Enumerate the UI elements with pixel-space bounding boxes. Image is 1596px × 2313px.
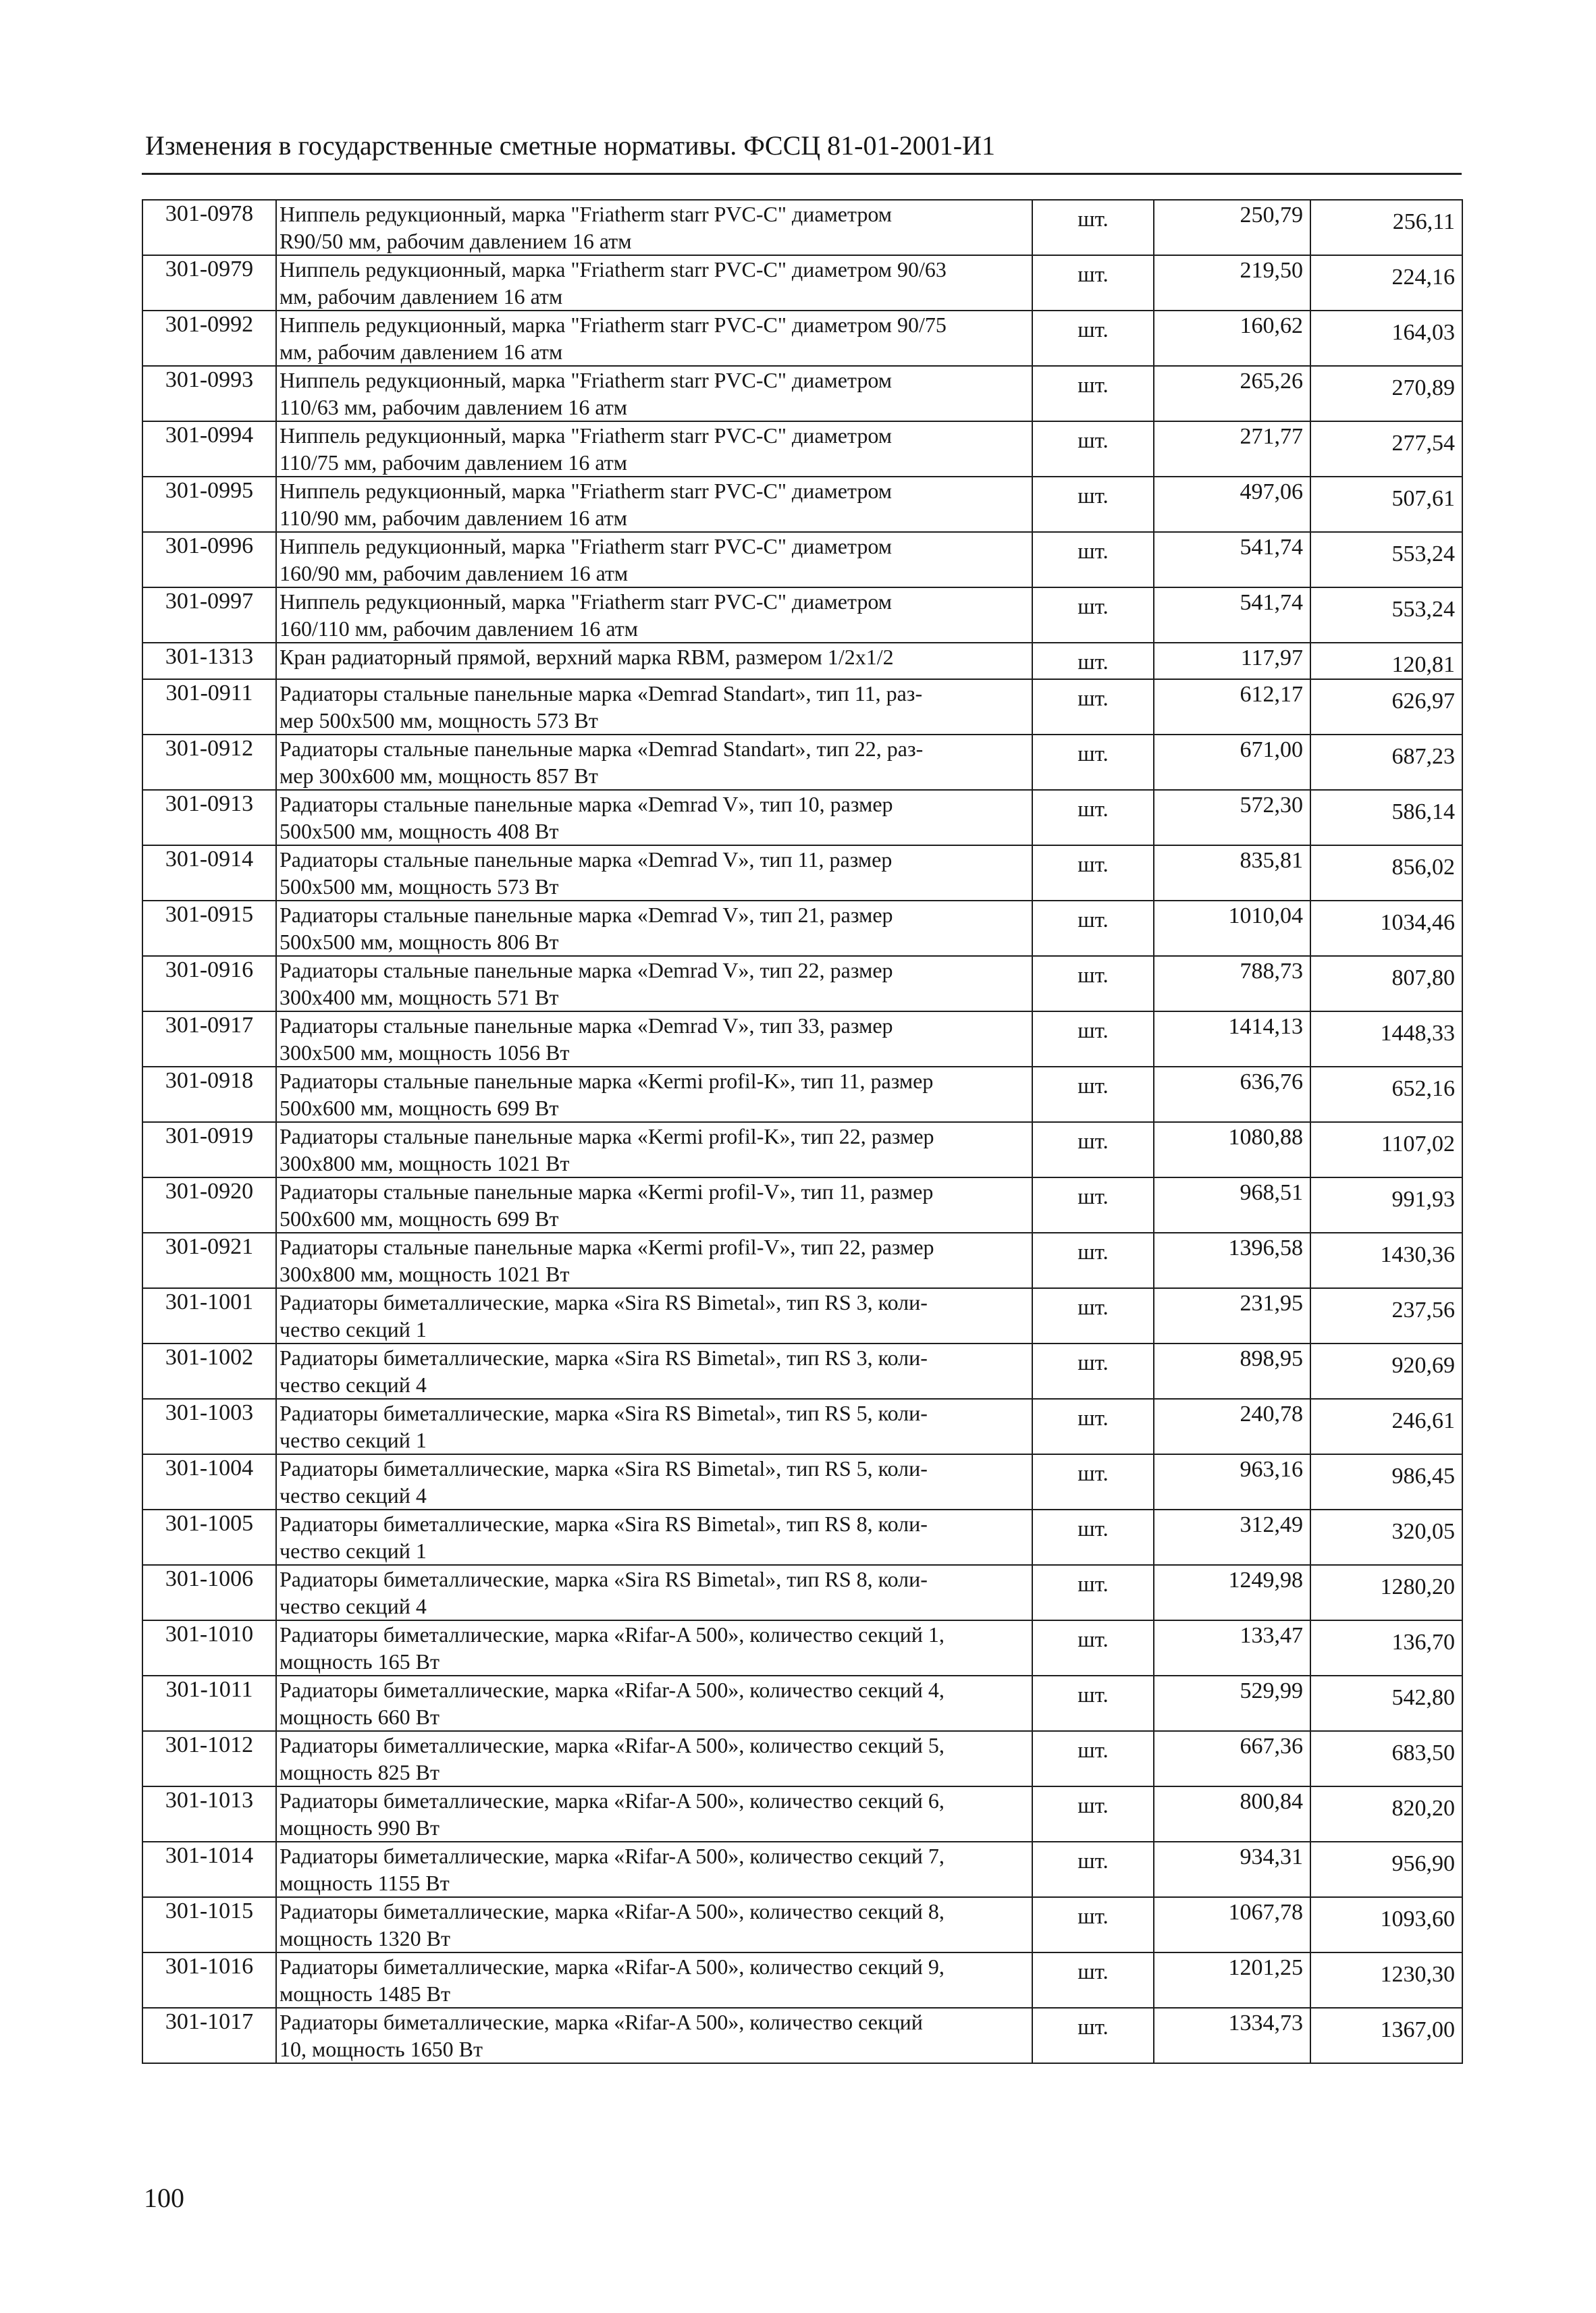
cell-unit: шт. [1032, 255, 1154, 311]
cell-name-line: 10, мощность 1650 Вт [280, 2037, 483, 2061]
cell-unit: шт. [1032, 1676, 1154, 1731]
cell-name-line: 110/75 мм, рабочим давлением 16 атм [280, 450, 627, 475]
cell-code: 301-0995 [142, 477, 276, 532]
cell-name [276, 1122, 1032, 1177]
cell-code: 301-0917 [142, 1011, 276, 1067]
cell-name-line: Радиаторы биметаллические, марка «Sira RS Bimetal», тип RS 8, коли- [280, 1512, 928, 1536]
cell-price-adjusted: 856,02 [1310, 845, 1462, 901]
cell-name-line: чество секций 4 [280, 1373, 427, 1397]
cell-price-adjusted: 553,24 [1310, 587, 1462, 643]
cell-name-line: Ниппель редукционный, марка "Friatherm starr PVC-C" диаметром 90/63 [280, 257, 947, 282]
table-row [142, 1399, 1462, 1454]
cell-name-line: мощность 990 Вт [280, 1815, 440, 1840]
cell-name [276, 532, 1032, 587]
cell-unit: шт. [1032, 1620, 1154, 1676]
cell-price-adjusted: 270,89 [1310, 366, 1462, 421]
cell-name-line: чество секций 4 [280, 1594, 427, 1618]
cell-unit: шт. [1032, 1067, 1154, 1122]
cell-code: 301-1005 [142, 1510, 276, 1565]
cell-price-adjusted: 542,80 [1310, 1676, 1462, 1731]
cell-price-adjusted: 652,16 [1310, 1067, 1462, 1122]
table-row [142, 1233, 1462, 1288]
cell-price-current: 898,95 [1154, 1344, 1310, 1399]
cell-unit: шт. [1032, 845, 1154, 901]
cell-name-line: Радиаторы биметаллические, марка «Rifar-A 500», количество секций [280, 2010, 923, 2034]
cell-name [276, 956, 1032, 1011]
cell-unit: шт. [1032, 1454, 1154, 1510]
cell-name-line: Радиаторы стальные панельные марка «Demrad Standart», тип 11, раз- [280, 681, 923, 706]
cell-name [276, 901, 1032, 956]
cell-price-adjusted: 553,24 [1310, 532, 1462, 587]
cell-code: 301-0919 [142, 1122, 276, 1177]
cell-name-line: Радиаторы биметаллические, марка «Sira RS Bimetal», тип RS 5, коли- [280, 1456, 928, 1481]
cell-name-line: мощность 1320 Вт [280, 1926, 450, 1950]
cell-name-line: 300x800 мм, мощность 1021 Вт [280, 1151, 570, 1175]
cell-name-line: мер 500x500 мм, мощность 573 Вт [280, 708, 598, 733]
cell-price-current: 612,17 [1154, 679, 1310, 735]
cell-name-line: Радиаторы биметаллические, марка «Rifar-A 500», количество секций 8, [280, 1899, 945, 1923]
cell-price-current: 800,84 [1154, 1786, 1310, 1842]
table-row [142, 1786, 1462, 1842]
table-row [142, 1177, 1462, 1233]
cell-price-adjusted: 1448,33 [1310, 1011, 1462, 1067]
cell-name-line: Радиаторы стальные панельные марка «Demrad V», тип 21, размер [280, 903, 893, 927]
cell-name-line: чество секций 1 [280, 1317, 427, 1341]
cell-price-current: 636,76 [1154, 1067, 1310, 1122]
cell-name [276, 735, 1032, 790]
cell-name [276, 1454, 1032, 1510]
cell-unit: шт. [1032, 1177, 1154, 1233]
cell-code: 301-1004 [142, 1454, 276, 1510]
cell-unit: шт. [1032, 421, 1154, 477]
cell-code: 301-1015 [142, 1897, 276, 1952]
table-row [142, 956, 1462, 1011]
cell-price-adjusted: 1230,30 [1310, 1952, 1462, 2008]
cell-name-line: Радиаторы биметаллические, марка «Rifar-A 500», количество секций 9, [280, 1955, 945, 1979]
cell-name [276, 1510, 1032, 1565]
cell-price-adjusted: 507,61 [1310, 477, 1462, 532]
cell-unit: шт. [1032, 1122, 1154, 1177]
cell-unit: шт. [1032, 735, 1154, 790]
cell-name [276, 1842, 1032, 1897]
cell-price-current: 1010,04 [1154, 901, 1310, 956]
cell-name-line: мер 300x600 мм, мощность 857 Вт [280, 764, 598, 788]
cell-name [276, 1786, 1032, 1842]
cell-name [276, 1676, 1032, 1731]
cell-name [276, 679, 1032, 735]
cell-unit: шт. [1032, 311, 1154, 366]
cell-price-current: 1414,13 [1154, 1011, 1310, 1067]
table-row [142, 477, 1462, 532]
cell-unit: шт. [1032, 1565, 1154, 1620]
cell-price-adjusted: 687,23 [1310, 735, 1462, 790]
cell-name-line: Радиаторы стальные панельные марка «Demrad V», тип 11, размер [280, 847, 893, 872]
cell-code: 301-1013 [142, 1786, 276, 1842]
cell-unit: шт. [1032, 1399, 1154, 1454]
cell-code: 301-0993 [142, 366, 276, 421]
cell-unit: шт. [1032, 366, 1154, 421]
cell-name [276, 366, 1032, 421]
cell-name-line: Радиаторы биметаллические, марка «Sira RS Bimetal», тип RS 5, коли- [280, 1401, 928, 1425]
cell-code: 301-1003 [142, 1399, 276, 1454]
cell-name-line: 300x800 мм, мощность 1021 Вт [280, 1262, 570, 1286]
cell-code: 301-1006 [142, 1565, 276, 1620]
cell-code: 301-0996 [142, 532, 276, 587]
table-row [142, 255, 1462, 311]
cell-name-line: Ниппель редукционный, марка "Friatherm starr PVC-C" диаметром [280, 589, 892, 614]
cell-unit: шт. [1032, 1786, 1154, 1842]
cell-name-line: Радиаторы биметаллические, марка «Sira RS Bimetal», тип RS 8, коли- [280, 1567, 928, 1591]
cell-name-line: Радиаторы стальные панельные марка «Demrad V», тип 22, размер [280, 958, 893, 982]
cell-price-current: 240,78 [1154, 1399, 1310, 1454]
table-row [142, 1288, 1462, 1344]
cell-name-line: 110/90 мм, рабочим давлением 16 атм [280, 506, 627, 530]
cell-price-adjusted: 1034,46 [1310, 901, 1462, 956]
table-row [142, 587, 1462, 643]
cell-name [276, 1233, 1032, 1288]
table-row [142, 1011, 1462, 1067]
cell-price-current: 529,99 [1154, 1676, 1310, 1731]
cell-code: 301-1016 [142, 1952, 276, 2008]
cell-code: 301-1012 [142, 1731, 276, 1786]
table-row [142, 1952, 1462, 2008]
cell-unit: шт. [1032, 1952, 1154, 2008]
cell-name-line: 160/90 мм, рабочим давлением 16 атм [280, 561, 629, 585]
cell-price-current: 231,95 [1154, 1288, 1310, 1344]
cell-price-current: 1396,58 [1154, 1233, 1310, 1288]
cell-code: 301-0992 [142, 311, 276, 366]
cell-name-line: мощность 1485 Вт [280, 1982, 450, 2006]
cell-name [276, 1399, 1032, 1454]
cell-name [276, 1620, 1032, 1676]
table-row [142, 1842, 1462, 1897]
cell-name-line: чество секций 1 [280, 1539, 427, 1563]
cell-price-current: 671,00 [1154, 735, 1310, 790]
table-row [142, 1620, 1462, 1676]
cell-price-adjusted: 237,56 [1310, 1288, 1462, 1344]
cell-price-current: 133,47 [1154, 1620, 1310, 1676]
cell-unit: шт. [1032, 1731, 1154, 1786]
cell-code: 301-1011 [142, 1676, 276, 1731]
cell-price-current: 497,06 [1154, 477, 1310, 532]
cell-name-line: мощность 660 Вт [280, 1705, 440, 1729]
cell-code: 301-1313 [142, 643, 276, 679]
cell-price-adjusted: 1107,02 [1310, 1122, 1462, 1177]
cell-unit: шт. [1032, 200, 1154, 255]
table-row [142, 1731, 1462, 1786]
cell-name [276, 845, 1032, 901]
cell-name-line: 500x500 мм, мощность 573 Вт [280, 874, 559, 899]
cell-price-current: 968,51 [1154, 1177, 1310, 1233]
cell-code: 301-0912 [142, 735, 276, 790]
cell-price-current: 667,36 [1154, 1731, 1310, 1786]
cell-name-line: мм, рабочим давлением 16 атм [280, 340, 563, 364]
table-row [142, 532, 1462, 587]
cell-unit: шт. [1032, 679, 1154, 735]
table-row [142, 679, 1462, 735]
cell-price-current: 572,30 [1154, 790, 1310, 845]
cell-name-line: мм, рабочим давлением 16 атм [280, 284, 563, 309]
cell-price-current: 1067,78 [1154, 1897, 1310, 1952]
cell-name-line: мощность 165 Вт [280, 1649, 440, 1674]
table-row [142, 366, 1462, 421]
cell-code: 301-0911 [142, 679, 276, 735]
table-row [142, 1897, 1462, 1952]
cell-name-line: Кран радиаторный прямой, верхний марка RBM, размером 1/2x1/2 [280, 645, 894, 669]
cell-name-line: 500x600 мм, мощность 699 Вт [280, 1206, 559, 1231]
header-rule [142, 173, 1462, 175]
cell-code: 301-0914 [142, 845, 276, 901]
cell-name-line: Радиаторы стальные панельные марка «Demrad V», тип 33, размер [280, 1013, 893, 1038]
cell-name [276, 2008, 1032, 2063]
table-row [142, 845, 1462, 901]
cell-price-current: 250,79 [1154, 200, 1310, 255]
table-row [142, 421, 1462, 477]
cell-name-line: Ниппель редукционный, марка "Friatherm starr PVC-C" диаметром [280, 534, 892, 558]
cell-name-line: Ниппель редукционный, марка "Friatherm starr PVC-C" диаметром [280, 202, 892, 226]
cell-name-line: Радиаторы биметаллические, марка «Rifar-A 500», количество секций 7, [280, 1844, 945, 1868]
cell-unit: шт. [1032, 1011, 1154, 1067]
cell-unit: шт. [1032, 956, 1154, 1011]
cell-price-adjusted: 1367,00 [1310, 2008, 1462, 2063]
cell-price-current: 312,49 [1154, 1510, 1310, 1565]
cell-name [276, 1897, 1032, 1952]
cell-unit: шт. [1032, 1842, 1154, 1897]
cell-name-line: мощность 1155 Вт [280, 1871, 450, 1895]
cell-price-adjusted: 224,16 [1310, 255, 1462, 311]
cell-name-line: мощность 825 Вт [280, 1760, 440, 1784]
table-row [142, 2008, 1462, 2063]
cell-name [276, 1731, 1032, 1786]
cell-unit: шт. [1032, 1233, 1154, 1288]
cell-price-current: 117,97 [1154, 643, 1310, 679]
cell-name-line: 500x500 мм, мощность 806 Вт [280, 930, 559, 954]
cell-name-line: чество секций 4 [280, 1483, 427, 1508]
cell-price-adjusted: 986,45 [1310, 1454, 1462, 1510]
cell-price-adjusted: 586,14 [1310, 790, 1462, 845]
cell-name-line: Радиаторы биметаллические, марка «Rifar-A 500», количество секций 6, [280, 1788, 945, 1813]
cell-price-current: 265,26 [1154, 366, 1310, 421]
cell-price-adjusted: 626,97 [1310, 679, 1462, 735]
cell-name-line: Радиаторы биметаллические, марка «Rifar-A 500», количество секций 4, [280, 1678, 945, 1702]
cell-code: 301-0978 [142, 200, 276, 255]
cell-name-line: Ниппель редукционный, марка "Friatherm starr PVC-C" диаметром 90/75 [280, 313, 947, 337]
cell-unit: шт. [1032, 790, 1154, 845]
table-row [142, 1344, 1462, 1399]
cell-unit: шт. [1032, 1344, 1154, 1399]
page-header: Изменения в государственные сметные нормативы. ФССЦ 81-01-2001-И1 [145, 130, 995, 161]
cell-price-adjusted: 164,03 [1310, 311, 1462, 366]
cell-price-current: 219,50 [1154, 255, 1310, 311]
cell-price-current: 271,77 [1154, 421, 1310, 477]
cell-name-line: Радиаторы биметаллические, марка «Rifar-A 500», количество секций 5, [280, 1733, 945, 1757]
cell-unit: шт. [1032, 1288, 1154, 1344]
cell-name-line: Радиаторы стальные панельные марка «Kermi profil-K», тип 11, размер [280, 1069, 934, 1093]
cell-code: 301-0920 [142, 1177, 276, 1233]
table-row [142, 1454, 1462, 1510]
cell-name-line: Радиаторы биметаллические, марка «Sira RS Bimetal», тип RS 3, коли- [280, 1290, 928, 1314]
cell-name [276, 643, 1032, 679]
cell-code: 301-1002 [142, 1344, 276, 1399]
cell-price-adjusted: 956,90 [1310, 1842, 1462, 1897]
cell-code: 301-1001 [142, 1288, 276, 1344]
cell-unit: шт. [1032, 587, 1154, 643]
cell-code: 301-0921 [142, 1233, 276, 1288]
cell-name [276, 1952, 1032, 2008]
cell-name-line: 160/110 мм, рабочим давлением 16 атм [280, 616, 638, 641]
table-row [142, 311, 1462, 366]
cell-name-line: Ниппель редукционный, марка "Friatherm starr PVC-C" диаметром [280, 368, 892, 392]
table-row [142, 1510, 1462, 1565]
cell-name [276, 255, 1032, 311]
cell-code: 301-0994 [142, 421, 276, 477]
cell-name-line: Радиаторы стальные панельные марка «Demrad V», тип 10, размер [280, 792, 893, 816]
cell-name [276, 587, 1032, 643]
cell-code: 301-0915 [142, 901, 276, 956]
cell-unit: шт. [1032, 643, 1154, 679]
cell-price-current: 835,81 [1154, 845, 1310, 901]
cell-code: 301-1014 [142, 1842, 276, 1897]
cell-price-current: 1080,88 [1154, 1122, 1310, 1177]
cell-name-line: 300x500 мм, мощность 1056 Вт [280, 1040, 570, 1065]
cell-price-current: 541,74 [1154, 587, 1310, 643]
cell-price-adjusted: 120,81 [1310, 643, 1462, 679]
cell-name [276, 1288, 1032, 1344]
cell-name-line: Радиаторы биметаллические, марка «Rifar-A 500», количество секций 1, [280, 1622, 945, 1647]
cell-price-current: 788,73 [1154, 956, 1310, 1011]
cell-name [276, 1565, 1032, 1620]
cell-code: 301-0979 [142, 255, 276, 311]
cell-name-line: чество секций 1 [280, 1428, 427, 1452]
cell-name-line: Радиаторы стальные панельные марка «Demrad Standart», тип 22, раз- [280, 737, 924, 761]
table-body [142, 200, 1462, 2063]
cell-unit: шт. [1032, 477, 1154, 532]
price-table [142, 199, 1463, 2064]
cell-price-adjusted: 1093,60 [1310, 1897, 1462, 1952]
table-row [142, 200, 1462, 255]
cell-code: 301-0997 [142, 587, 276, 643]
cell-name [276, 200, 1032, 255]
table-row [142, 790, 1462, 845]
cell-name [276, 311, 1032, 366]
cell-name-line: 300x400 мм, мощность 571 Вт [280, 985, 559, 1009]
cell-code: 301-1017 [142, 2008, 276, 2063]
cell-name [276, 1067, 1032, 1122]
cell-price-current: 1249,98 [1154, 1565, 1310, 1620]
cell-unit: шт. [1032, 2008, 1154, 2063]
cell-name [276, 1344, 1032, 1399]
cell-name [276, 1011, 1032, 1067]
table-row [142, 901, 1462, 956]
cell-code: 301-0918 [142, 1067, 276, 1122]
cell-unit: шт. [1032, 901, 1154, 956]
cell-name-line: Радиаторы биметаллические, марка «Sira RS Bimetal», тип RS 3, коли- [280, 1346, 928, 1370]
cell-name-line: 500x600 мм, мощность 699 Вт [280, 1096, 559, 1120]
cell-name-line: Радиаторы стальные панельные марка «Kermi profil-V», тип 22, размер [280, 1235, 934, 1259]
cell-price-adjusted: 920,69 [1310, 1344, 1462, 1399]
cell-name-line: Ниппель редукционный, марка "Friatherm starr PVC-C" диаметром [280, 423, 892, 448]
cell-price-adjusted: 246,61 [1310, 1399, 1462, 1454]
cell-price-current: 160,62 [1154, 311, 1310, 366]
cell-price-adjusted: 256,11 [1310, 200, 1462, 255]
cell-unit: шт. [1032, 532, 1154, 587]
cell-price-adjusted: 683,50 [1310, 1731, 1462, 1786]
cell-price-adjusted: 1280,20 [1310, 1565, 1462, 1620]
table-row [142, 1565, 1462, 1620]
table-row [142, 1676, 1462, 1731]
cell-price-current: 963,16 [1154, 1454, 1310, 1510]
cell-unit: шт. [1032, 1897, 1154, 1952]
cell-price-adjusted: 277,54 [1310, 421, 1462, 477]
cell-name [276, 421, 1032, 477]
cell-price-adjusted: 991,93 [1310, 1177, 1462, 1233]
cell-name-line: 500x500 мм, мощность 408 Вт [280, 819, 559, 843]
table-row [142, 1122, 1462, 1177]
cell-name-line: Радиаторы стальные панельные марка «Kermi profil-K», тип 22, размер [280, 1124, 934, 1148]
cell-price-current: 1201,25 [1154, 1952, 1310, 2008]
table-row [142, 643, 1462, 679]
cell-price-adjusted: 136,70 [1310, 1620, 1462, 1676]
cell-code: 301-0916 [142, 956, 276, 1011]
cell-name-line: 110/63 мм, рабочим давлением 16 атм [280, 395, 627, 419]
cell-unit: шт. [1032, 1510, 1154, 1565]
cell-price-adjusted: 320,05 [1310, 1510, 1462, 1565]
cell-name-line: Ниппель редукционный, марка "Friatherm starr PVC-C" диаметром [280, 479, 892, 503]
cell-price-current: 541,74 [1154, 532, 1310, 587]
page-number: 100 [144, 2183, 184, 2213]
cell-price-adjusted: 807,80 [1310, 956, 1462, 1011]
cell-code: 301-1010 [142, 1620, 276, 1676]
table-row [142, 1067, 1462, 1122]
cell-price-current: 934,31 [1154, 1842, 1310, 1897]
cell-name [276, 1177, 1032, 1233]
cell-name [276, 790, 1032, 845]
cell-name-line: Радиаторы стальные панельные марка «Kermi profil-V», тип 11, размер [280, 1179, 934, 1204]
cell-code: 301-0913 [142, 790, 276, 845]
cell-price-adjusted: 1430,36 [1310, 1233, 1462, 1288]
cell-name-line: R90/50 мм, рабочим давлением 16 атм [280, 229, 632, 253]
cell-price-adjusted: 820,20 [1310, 1786, 1462, 1842]
cell-name [276, 477, 1032, 532]
cell-price-current: 1334,73 [1154, 2008, 1310, 2063]
table-row [142, 735, 1462, 790]
